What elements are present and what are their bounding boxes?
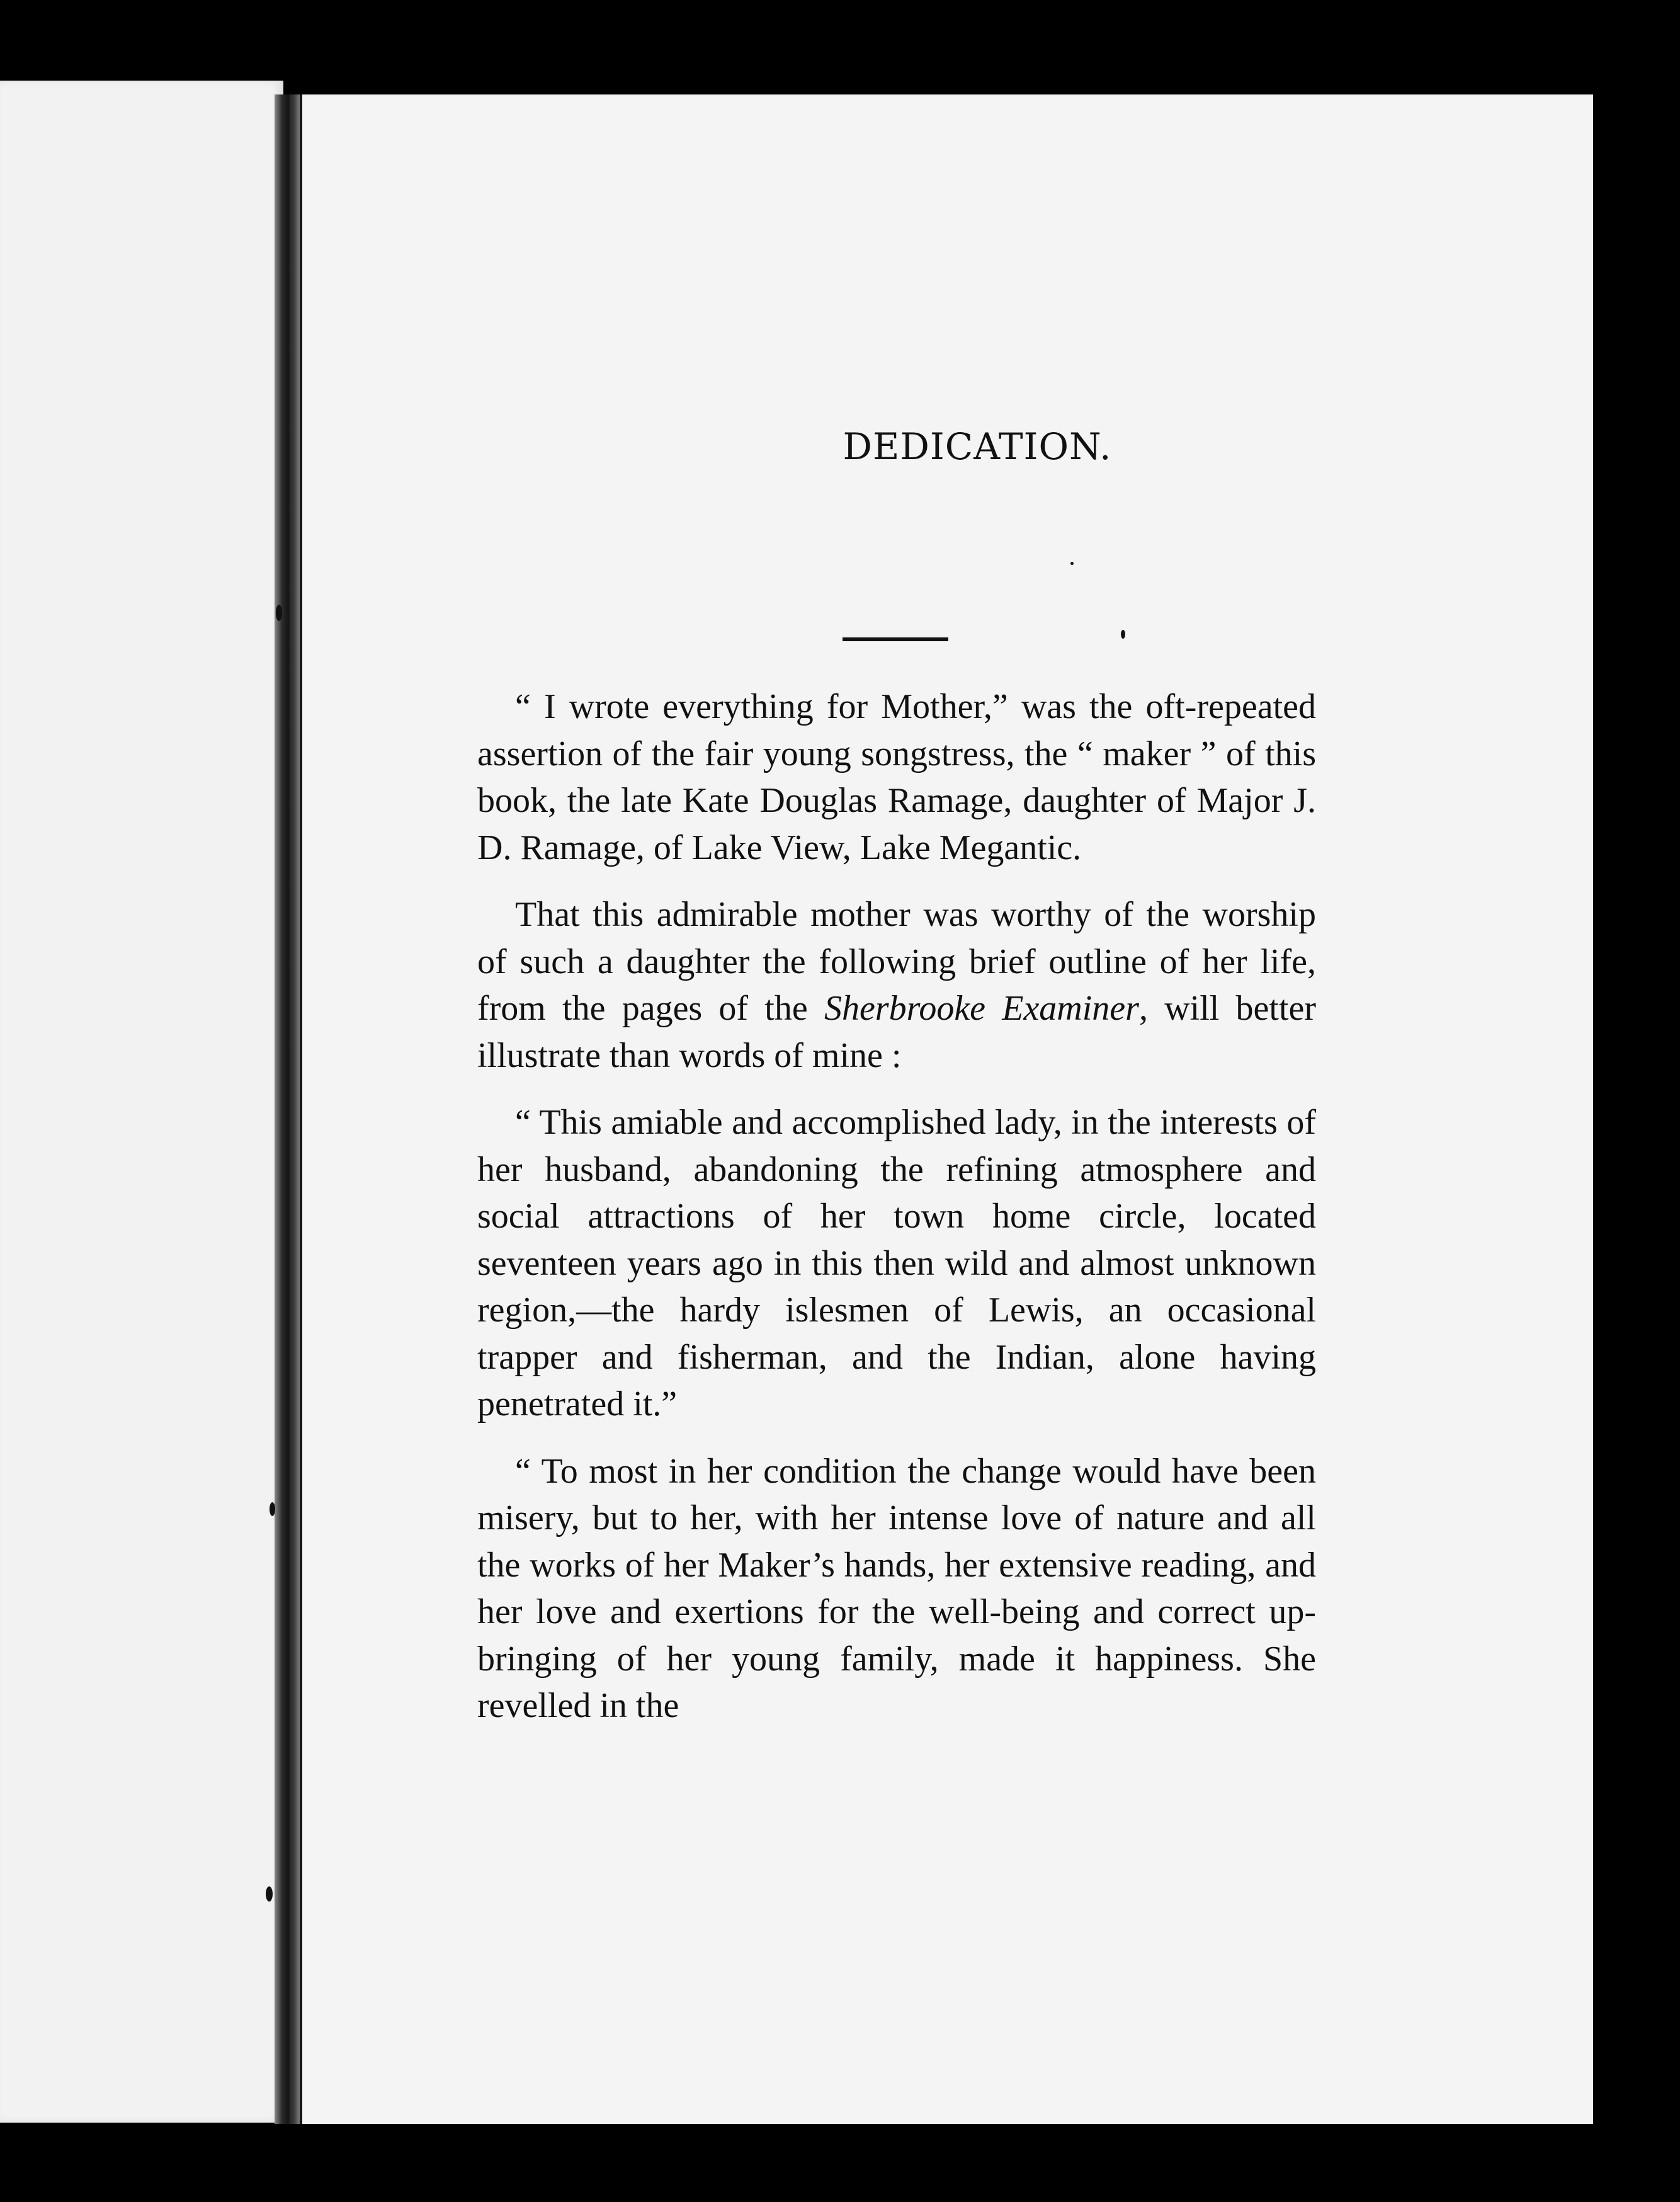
dust-speck xyxy=(270,1502,275,1516)
paragraph-3: “ This amiable and accomplished lady, in the interests of her husband, abandoning the refining atmosphere and social attractions of her town home circle, located seventeen years ago in this then wild and almost unknown region,—the hardy islesmen of Lewis, an occasional trapper and fisherman, and the Indian, alone having penetrated it.” xyxy=(477,1103,1316,1423)
paragraph-4: “ To most in her condition the change would have been misery, but to her, with her intense love of nature and all the works of her Maker’s hands, her extensive reading, and her love and exertions for the well-being and correct up-bringing of her young family, made it happiness. She revelled in the xyxy=(477,1451,1316,1725)
dust-speck xyxy=(276,605,282,621)
paragraph-2 xyxy=(477,891,1316,1079)
newspaper-title: Sherbrooke Examiner xyxy=(824,989,1139,1028)
dust-speck xyxy=(1070,562,1074,565)
paragraph-2-end: , will better illustrate than words of mine : xyxy=(477,989,1317,1075)
left-page xyxy=(0,81,283,2123)
dedication-body xyxy=(477,683,1316,1750)
title-rule xyxy=(843,637,948,641)
paragraph-1: “ I wrote everything for Mother,” was the oft-repeated assertion of the fair young songstress, the “ maker ” of this book, the late Kate Douglas Ramage, daughter of Major J. D. Ramage, of Lake View, Lake Megantic. xyxy=(477,687,1316,867)
page-title: DEDICATION. xyxy=(843,425,1112,468)
dust-speck xyxy=(1121,630,1125,639)
paragraph-2-start: That this admirable mother was worthy of the worship of such a daughter the following brief outline of her life, from the pages of the xyxy=(477,895,1316,1028)
dust-speck xyxy=(266,1886,273,1902)
